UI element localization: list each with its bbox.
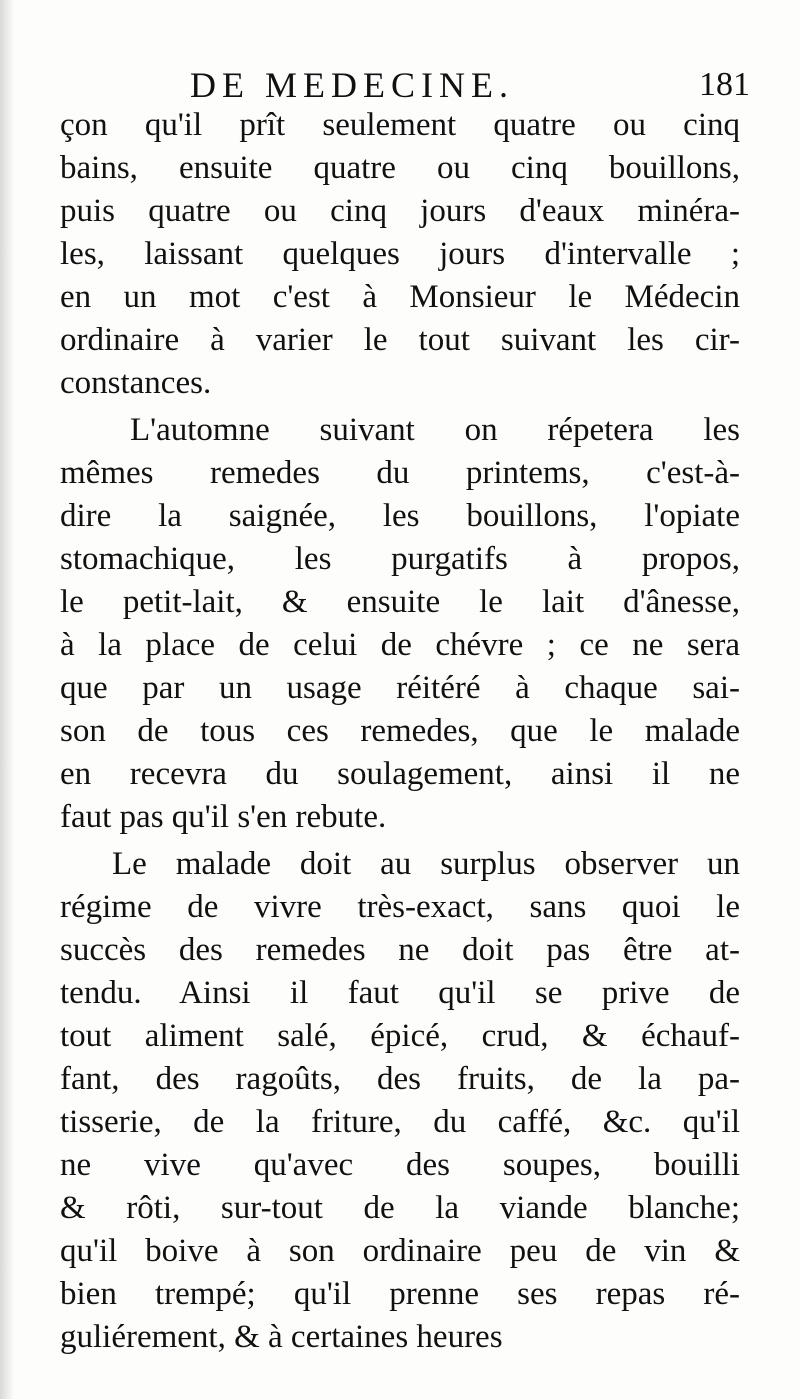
running-title: DE MEDECINE. [190,65,514,105]
text-line: constances. [60,365,212,401]
text-line: régime de vivre très-exact, sans quoi le [60,889,740,925]
text-line: ordinaire à varier le tout suivant les cir- [60,322,740,358]
text-line: puis quatre ou cinq jours d'eaux minéra- [60,193,740,229]
text-line: le petit-lait, & ensuite le lait d'ânesse, [60,584,740,620]
text-line: faut pas qu'il s'en rebute. [60,799,387,835]
text-line: que par un usage réitéré à chaque sai- [60,670,740,706]
text-line: tisserie, de la friture, du caffé, &c. qu'il [60,1104,740,1140]
page-gutter-shadow [0,0,14,1399]
paragraph [60,843,740,1359]
text-line: mêmes remedes du printems, c'est-à- [60,455,740,491]
text-line: Le malade doit au surplus observer un [112,846,740,882]
text-line: bien trempé; qu'il prenne ses repas ré- [60,1276,740,1312]
text-line: çon qu'il prît seulement quatre ou cinq [60,107,740,143]
paragraph [60,409,740,839]
text-line: fant, des ragoûts, des fruits, de la pa- [60,1061,740,1097]
running-head [190,62,750,108]
text-line: en recevra du soulagement, ainsi il ne [60,756,740,792]
text-line: en un mot c'est à Monsieur le Médecin [60,279,740,315]
text-line: succès des remedes ne doit pas être at- [60,932,740,968]
page-number: 181 [699,66,750,103]
text-line: à la place de celui de chévre ; ce ne sera [60,627,740,663]
body-text [60,104,740,1359]
text-line: tendu. Ainsi il faut qu'il se prive de [60,975,740,1011]
paragraph [60,104,740,405]
text-line: dire la saignée, les bouillons, l'opiate [60,498,740,534]
text-line: stomachique, les purgatifs à propos, [60,541,740,577]
text-line: ne vive qu'avec des soupes, bouilli [60,1147,740,1183]
text-line: L'automne suivant on répetera les [130,412,740,448]
text-line: guliérement, & à certaines heures [60,1319,503,1355]
text-line: les, laissant quelques jours d'intervalle ; [60,236,740,272]
text-line: son de tous ces remedes, que le malade [60,713,740,749]
text-line: qu'il boive à son ordinaire peu de vin & [60,1233,740,1269]
text-line: & rôti, sur-tout de la viande blanche; [60,1190,740,1226]
text-line: tout aliment salé, épicé, crud, & échauf- [60,1018,740,1054]
text-line: bains, ensuite quatre ou cinq bouillons, [60,150,740,186]
